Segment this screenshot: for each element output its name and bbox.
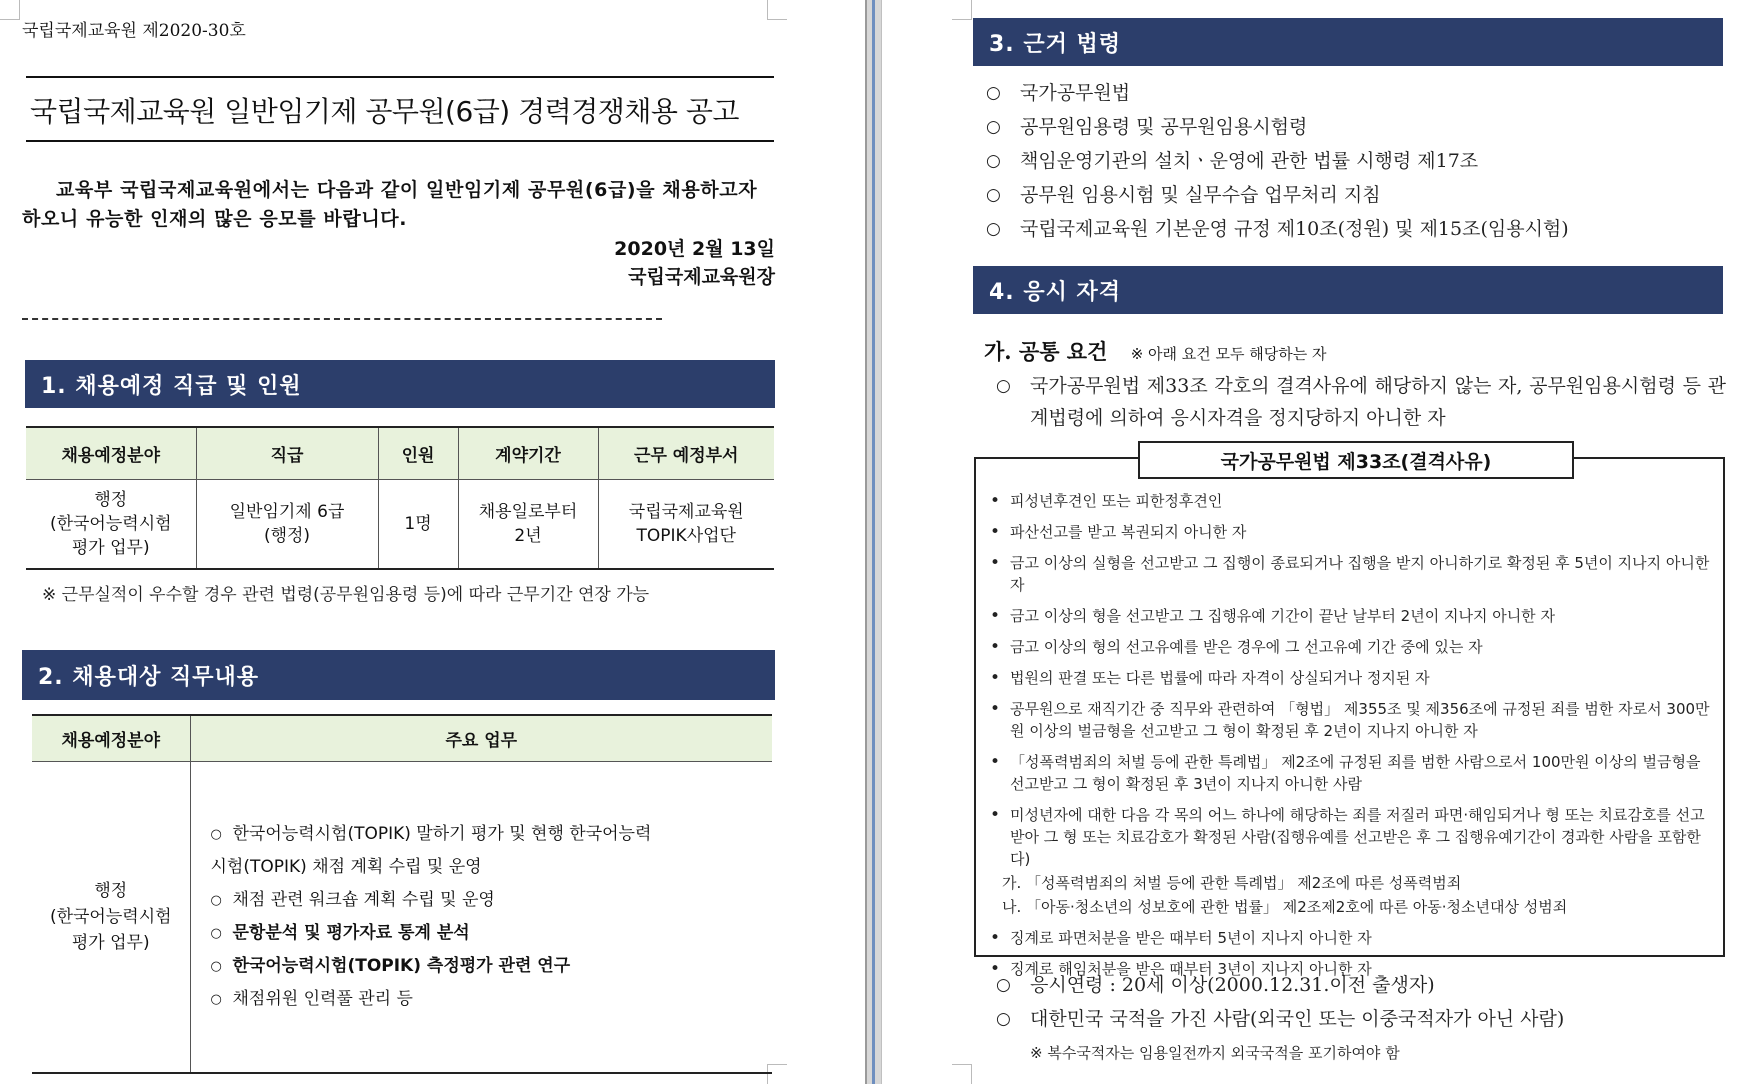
announcement-date: 2020년 2월 13일 — [614, 238, 775, 260]
cell-line: (한국어능력시험 — [49, 513, 172, 534]
cell-line: TOPIK사업단 — [636, 525, 736, 546]
extra-requirement-list — [996, 968, 1564, 1036]
table-header-cell: 근무 예정부서 — [598, 427, 774, 479]
table-cell-field — [32, 761, 190, 1073]
table-row — [32, 761, 772, 1073]
extension-note: ※ 근무실적이 우수할 경우 관련 법령(공무원임용령 등)에 따라 근무기간 연장 가능 — [42, 585, 650, 605]
list-item: 시험(TOPIK) 채점 계획 수립 및 운영 — [210, 856, 482, 877]
list-item: • 징계로 파면처분을 받은 때부터 5년이 지나지 아니한 자 — [988, 927, 1716, 949]
list-item: ○ 한국어능력시험(TOPIK) 측정평가 관련 연구 — [211, 950, 763, 983]
list-item: • 피성년후견인 또는 피한정후견인 — [988, 490, 1716, 512]
cell-line: 일반임기제 6급 — [229, 501, 345, 522]
table-cell-field — [26, 479, 196, 569]
table-header-cell: 계약기간 — [458, 427, 598, 479]
cell-line: 채용일로부터 — [478, 501, 578, 522]
page-title: 국립국제교육원 일반임기제 공무원(6급) 경력경쟁채용 공고 — [30, 95, 739, 128]
cell-line: 평가 업무) — [71, 537, 150, 558]
section-heading-qualifications: 4. 응시 자격 — [973, 266, 1723, 314]
duties-table — [32, 714, 772, 1074]
intro-paragraph: 교육부 국립국제교육원에서는 다음과 같이 일반임기제 공무원(6급)을 채용하고자 하오니 유능한 인재의 많은 응모를 바랍니다. — [22, 179, 758, 230]
list-item: ○ 채점위원 인력풀 관리 등 — [211, 983, 763, 1016]
cell-line: 2년 — [514, 525, 542, 546]
section-heading-positions: 1. 채용예정 직급 및 인원 — [25, 360, 775, 408]
list-item: ○ 응시연령 : 20세 이상(2000.12.31.이전 출생자) — [996, 968, 1564, 1002]
table-cell-department — [598, 479, 774, 569]
subsection-note: ※ 아래 요건 모두 해당하는 자 — [1130, 345, 1327, 363]
list-item: • 공무원으로 재직기간 중 직무와 관련하여 「형법」 제355조 및 제356조에 규정된 죄를 범한 자로서 300만원 이상의 벌금형을 선고받고 그 형이 확정된 후 2년이 지나지 아니한 자 — [988, 698, 1716, 742]
list-item: • 파산선고를 받고 복권되지 아니한 자 — [988, 521, 1716, 543]
table-cell-count: 1명 — [378, 479, 458, 569]
list-item: ○ 문항분석 및 평가자료 통계 분석 — [211, 917, 763, 950]
section-heading-duties: 2. 채용대상 직무내용 — [22, 650, 775, 700]
list-item: ○ 공무원 임용시험 및 실무수습 업무처리 지침 — [986, 178, 1569, 212]
table-header-cell: 인원 — [378, 427, 458, 479]
section-heading-legal-basis: 3. 근거 법령 — [973, 18, 1723, 66]
table-cell-duties — [190, 761, 772, 1073]
list-item: ○ 국립국제교육원 기본운영 규정 제10조(정원) 및 제15조(임용시험) — [986, 212, 1569, 246]
page-corner-mark — [767, 0, 787, 20]
document-number: 국립국제교육원 제2020-30호 — [22, 21, 246, 41]
table-header-cell: 채용예정분야 — [32, 715, 190, 761]
subsection-heading — [984, 336, 1327, 366]
cell-line: (행정) — [263, 525, 311, 546]
box-title: 국가공무원법 제33조(결격사유) — [1138, 441, 1574, 479]
table-header-row — [26, 427, 774, 479]
disqualification-list — [988, 490, 1716, 989]
table-header-row — [32, 715, 772, 761]
table-header-cell: 주요 업무 — [190, 715, 772, 761]
list-item: ○ 국가공무원법 — [986, 76, 1569, 110]
table-header-cell: 직급 — [196, 427, 378, 479]
positions-table — [26, 426, 774, 570]
cell-line: 행정 — [94, 880, 128, 901]
nationality-note: ※ 복수국적자는 임용일전까지 외국국적을 포기하여야 함 — [1030, 1044, 1400, 1062]
duty-list — [191, 818, 773, 1016]
page-corner-mark — [0, 0, 20, 20]
list-item: ○ 대한민국 국적을 가진 사람(외국인 또는 이중국적자가 아닌 사람) — [996, 1002, 1564, 1036]
list-item: ○ 책임운영기관의 설치ㆍ운영에 관한 법률 시행령 제17조 — [986, 144, 1569, 178]
table-row — [26, 479, 774, 569]
list-item: • 금고 이상의 형을 선고받고 그 집행유예 기간이 끝난 날부터 2년이 지나지 아니한 자 — [988, 605, 1716, 627]
common-requirement-list — [996, 370, 1726, 434]
list-item: 가. 「성폭력범죄의 처벌 등에 관한 특례법」 제2조에 따른 성폭력범죄 — [1002, 874, 1462, 892]
table-cell-grade — [196, 479, 378, 569]
list-item: ○ 한국어능력시험(TOPIK) 말하기 평가 및 현행 한국어능력 — [211, 818, 763, 851]
dashed-divider — [22, 318, 662, 320]
table-cell-period — [458, 479, 598, 569]
cell-line: (한국어능력시험 — [49, 906, 172, 927]
legal-basis-list — [986, 76, 1569, 246]
page-corner-mark — [952, 0, 972, 20]
issuer-name: 국립국제교육원장 — [628, 266, 775, 288]
list-item: ○ 국가공무원법 제33조 각호의 결격사유에 해당하지 않는 자, 공무원임용시험령 등 관계법령에 의하여 응시자격을 정지당하지 아니한 자 — [996, 370, 1726, 434]
cell-line: 행정 — [94, 489, 128, 510]
list-item: • 징계로 해임처분을 받은 때부터 3년이 지나지 아니한 자 — [988, 958, 1716, 980]
cell-line: 평가 업무) — [71, 932, 150, 953]
list-item: • 「성폭력범죄의 처벌 등에 관한 특례법」 제2조에 규정된 죄를 범한 사람으로서 100만원 이상의 벌금형을 선고받고 그 형이 확정된 후 3년이 지나지 아니한 사람 — [988, 751, 1716, 795]
table-header-cell: 채용예정분야 — [26, 427, 196, 479]
list-item: ○ 공무원임용령 및 공무원임용시험령 — [986, 110, 1569, 144]
list-item: • 금고 이상의 실형을 선고받고 그 집행이 종료되거나 집행을 받지 아니하기로 확정된 후 5년이 지나지 아니한 자 — [988, 552, 1716, 596]
list-item: • 미성년자에 대한 다음 각 목의 어느 하나에 해당하는 죄를 저질러 파면·해임되거나 형 또는 치료감호를 선고받아 그 형 또는 치료감호가 확정된 사람(집행유예를 선고받은 후 그 집행유예기간이 경과한 사람을 포함한다) — [988, 804, 1716, 870]
title-block — [26, 76, 774, 142]
cell-line: 국립국제교육원 — [628, 501, 744, 522]
list-item: 나. 「아동·청소년의 성보호에 관한 법률」 제2조제2호에 따른 아동·청소년대상 성범죄 — [1002, 898, 1568, 916]
page-corner-mark — [952, 1064, 972, 1084]
document-page-left — [0, 0, 865, 1084]
list-item: • 금고 이상의 형의 선고유예를 받은 경우에 그 선고유예 기간 중에 있는 자 — [988, 636, 1716, 658]
list-item: ○ 채점 관련 워크숍 계획 수립 및 운영 — [211, 884, 763, 917]
page-separator — [865, 0, 882, 1084]
subsection-title: 가. 공통 요건 — [984, 339, 1108, 364]
list-item: • 법원의 판결 또는 다른 법률에 따라 자격이 상실되거나 정지된 자 — [988, 667, 1716, 689]
